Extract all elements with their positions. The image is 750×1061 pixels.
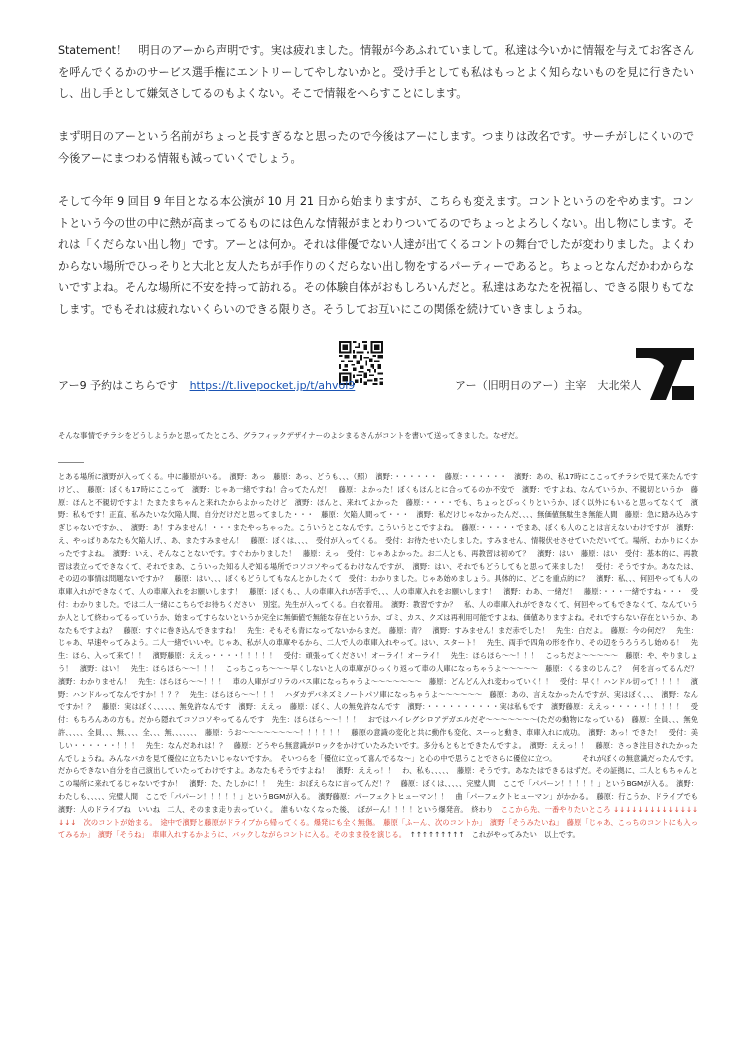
statement-paragraph-1: Statement！ 明日のアーから声明です。実は疲れました。情報が今あふれていまして。私達は今いかに情報を与えてお客さんを呼んでくるかのサービス選手権にエントリーしてやしないかと。受け手としても私はもっとよく知らないものを見に行きたいし、出し手として嫌気さしてるのもよくない。そこで情報をへらすことにします。 bbox=[58, 44, 694, 101]
divider bbox=[58, 462, 84, 463]
host-credit: アー（旧明日のアー）主宰 大北栄人 bbox=[455, 379, 642, 392]
skit-script-tail: ↑↑↑↑↑↑↑↑↑ これがやってみたい 以上です。 bbox=[402, 830, 580, 840]
reservation-line bbox=[58, 378, 355, 394]
reservation-label: アー9 予約はこちらです bbox=[58, 379, 179, 392]
statement-paragraph-2: まず明日のアーという名前がちょっと長すぎるなと思ったので今後はアーにします。つまりは改名です。サーチがしにくいので今後アーにまつわる情報も減っていくでしょう。 bbox=[58, 130, 694, 165]
skit-script bbox=[58, 471, 706, 842]
reservation-link[interactable]: https://t.livepocket.jp/t/ahvol9 bbox=[189, 379, 356, 392]
statement-paragraph-3: そして今年 9 回目 9 年目となる本公演が 10 月 21 日から始まりますが、こちらも変えます。コントというのをやめます。コントという今の世の中に熱が高まってるものには色んな情報がまとわりついてるのでちょっとよろしくない。出し物にします。それは「くだらない出し物」です。アーとは何か。それは俳優でない人達が出てくるコントの舞台でしたが変わりました。よくわからない場所でひっそりと大北と友人たちが手作りのくだらない出し物をするパーティーであると。ちょっとなんだかわからないですよね。そんな場所に不安を持って訪れる。その体験自体がおもしろいんだと。私達はあなたを祝福し、できる限りもてなします。でもそれは疲れないくらいのできる限りさ。そうしてお互いにこの関係を続けていきましょうね。 bbox=[58, 195, 694, 316]
a-logo-icon bbox=[636, 348, 694, 400]
skit-script-body: とある場所に濱野が入ってくる。中に藤原がいる。 濱野：あっ 藤原：あっ、どうも、、、（照） 濱野：・・・・・・ 藤原：・・・・・・ 濱野：あの、私17時にここってチラシで見て来たんですけど、、 藤原：ぼくも17時にここって 濱野：じゃあ一緒ですね！合ってたんだ！ 藤原：よかった！ぼくもほんとに合ってるのか不安で 濱野：ですよね、なんていうか、不親切というか 藤原：ほんと不親切ですよ！たまたまちゃんと来れたからよかったけど 濱野：ほんと、来れてよかった 藤原：・・・・でも、ちょっとびっくりというか、ぼく以外にもいると思ってなくて 濱野：私もです！正直、私みたいな欠陥人間、自分だけだと思ってました・・・ 藤原：欠陥人間って・・・ 濱野：私だけじゃなかったんだ、、、、無価値無駄生き無能人間 藤原：急に踏み込みすぎじゃないですか、、 濱野：あ！すみません！・・・またやっちゃった。こういうとこなんです。こういうとこですよね。 藤原：・・・・・でまあ、ぼくも人のことは言えないわけですが 濱野：え、やっぱりあなたも欠陥人げ、、あ、またすみません！ 藤原：ぼくは、、、、 受付が入ってくる。 受付：お待たせいたしました。すみません、情報伏せさせていただいてて。場所、わかりにくかったですよね。 濱野：いえ、そんなことないです。すぐわかりました！ 藤原：えっ 受付：じゃあよかった。お二人とも、再教習は初めて？ 濱野：はい 藤原：はい 受付：基本的に、再教習は表立ってできなくて、それでまあ、こういった知る人ぞ知る場所でコソコソやってるわけなんですが、 濱野：はい、それでもどうしてもと思って来ました！ 受付：そうですか。あなたは、その辺の事情は問題ないですか？ 藤原：はい、、、ぼくもどうしてもなんとかしたくて 受付：わかりました。じゃあ始めましょう。具体的に、どこを重点的に？ 濱野：私、、、何回やっても人の車庫入れができなくて、人の車庫入れをお願いします！ 藤原：ぼくも、、人の車庫入れが苦手で、、、人の車庫入れをお願いします！ 濱野：わあ、一緒だ！ 藤原：・・・一緒ですね・・・ 受付：わかりました。では二人一緒にこちらでお待ちください 別室。先生が入ってくる。白衣着用。 濱野：教習ですか？ 私、人の車庫入れができなくて、何回やってもできなくて、なんていうか人として終わってるっていうか、始まってすらないというか完全に無価値で無能な存在というか、ゴミ、カス、クズは再利用可能ですよね、価値ありますよね。それですらない存在というか、あなたもですよね？ 藤原：すぐに巻き込んできますね！ 先生：そもそも青になってないからまだ。 藤原：青？ 濱野：すみません！まだ赤でした！ 先生：白だよ。 藤原：今の何だ？ 先生：じゃあ、早速やってみよう。二人一緒でいいや。じゃあ、私が人の車庫やるから、二人で人の車庫入れやって。はい、スタート！ 先生、両手で四角の形を作り、その辺をうろうろし始める！ 先生：ほら、入って来て！！ 濱野藤原：ええっ・・・・！！！！！ 受付：頑張ってください！オーライ！オーライ！ 先生：ほらほら〜〜！！！ こっちだよ〜〜〜〜〜 藤原：や、やりましょう！ 濱野：はい！ 先生：ほらほら〜〜！！！ こっちこっち〜〜〜早くしないと人の車庫がひっくり返って車の人庫になっちゃうよ〜〜〜〜〜 藤原：くるまのじんこ？ 何を言ってるんだ？ 濱野：わかりません！ 先生：ほらほら〜〜！！！ 車の人庫がゴリラのバス庫になっちゃうよ〜〜〜〜〜〜〜 藤原：どんどん入れ変わっていく！！ 受付：早く！ハンドル切って！！！！ 濱野：ハンドルってなんですか！！？？ 先生：ほらほら〜〜！！！ ハダカデバネズミノートパソ庫になっちゃうよ〜〜〜〜〜〜 藤原：あの、言えなかったんですが、実はぼく、、、 濱野：なんですか！？ 藤原：実はぼく、、、、、、無免許なんです 濱野：ええっ 藤原：ぼく、人の無免許なんです 濱野：・・・・・・・・・・実は私もです 濱野藤原：ええっ・・・・・！！！！！ 受付：もちろんあの方も。だから隠れてコソコソやってるんです 先生：ほらほら〜〜！！！ おではハイレグシロアデガエルだぞ〜〜〜〜〜〜〜(ただの動物になっている) 藤原：全員、、、無免許、、、、、全員、、、無、、、、全、、、無、、、、、、、 藤原：うお〜〜〜〜〜〜〜〜！！！！！！ 藤原の意識の変化と共に動作も変化、スーっと動き、車庫入れに成功。 濱野：あっ！できた！ 受付：美しい・・・・・・！！！ 先生：なんだあれは！？ 藤原：どうやら無意識がロックをかけていたみたいです。多分もともとできたんですよ。 濱野：ええっ！！ 藤原：さっき注目されたかったんでしょうね。みんなバカを見て優位に立ちたいじゃないですか。 そいつらを「優位に立って喜んでるな〜」と心の中で思うことでさらに優位に立つ。 それがぼくの無意識だったんです。だからできない自分を自己演出していたってわけですよ。あなたもそうですよね！ 濱野：ええっ！！ わ、私も、、、、、 藤原：そうです。あなたはできるはずだ。その証拠に、二人ともちゃんとこの場所に来れてるじゃないですか！ 濱野：た、たしかに！！ 先生：おぼえらなに言ってんだ！？ 藤原：ぼくは、、、、、完璧人間 ここで「パパーン！！！！！」というBGMが入る。 濱野：わたしも、、、、、完璧人間 ここで「パパーン！！！！！」というBGMが入る。 濱野藤原：パーフェクトヒューマン！！ 曲「パーフェクトヒューマン」がかかる。 藤原：行こうか、ドライブでも 濱野：人のドライブね いいね 二人、そのまま走り去っていく。 誰もいなくなった後、 ぼがーん！！！！という爆発音。 終わり bbox=[58, 472, 706, 814]
intro-text: そんな事情でチラシをどうしようかと思ってたところ、グラフィックデザイナーのよシまるさんがコントを書いて送ってきました。なぜだ。 bbox=[58, 431, 523, 440]
skit-script-highlight: ここから先、一番やりたいところ ↓↓↓↓↓↓↓↓↓↓↓↓↓↓↓↓↓ 次のコントが始まる。 途中で濱野と藤原がドライブから帰ってくる。爆発にも全く無傷。 藤原「ふーん、次のコントか」 濱野「そうみたいね」 藤原「じゃあ、こっちのコントにも入ってみるか」 濱野「そうね」 車庫入れするかように、バックしながらコントに入る。そのまま役を演じる。 bbox=[58, 804, 698, 840]
